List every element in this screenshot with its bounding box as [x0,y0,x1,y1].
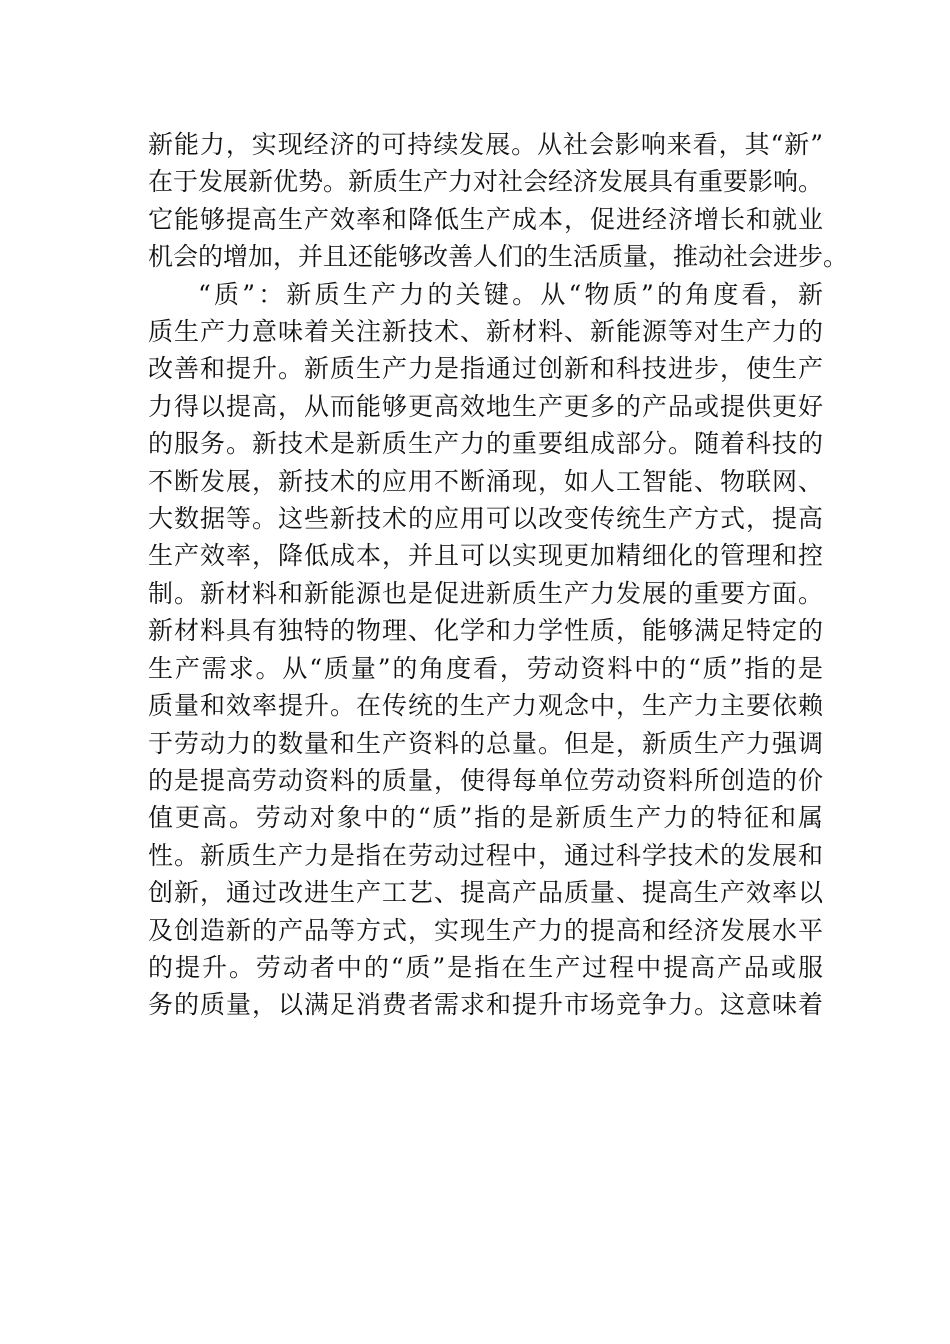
text-line: 的服务。新技术是新质生产力的重要组成部分。随着科技的 [148,429,823,459]
text-line: 的提升。劳动者中的“质”是指在生产过程中提高产品或服 [148,952,823,982]
text-line: 新材料具有独特的物理、化学和力学性质，能够满足特定的 [148,616,823,646]
text-line: 生产效率，降低成本，并且可以实现更加精细化的管理和控 [148,541,823,571]
text-line: 力得以提高，从而能够更高效地生产更多的产品或提供更好 [148,391,823,421]
text-line: 务的质量，以满足消费者需求和提升市场竞争力。这意味着 [148,990,823,1020]
text-line: 创新，通过改进生产工艺、提高产品质量、提高生产效率以 [148,878,823,908]
text-line: 质量和效率提升。在传统的生产力观念中，生产力主要依赖 [148,691,823,721]
text-line: 的是提高劳动资料的质量，使得每单位劳动资料所创造的价 [148,765,823,795]
text-line: 值更高。劳动对象中的“质”指的是新质生产力的特征和属 [148,803,823,833]
text-line: 大数据等。这些新技术的应用可以改变传统生产方式，提高 [148,504,823,534]
text-line: 制。新材料和新能源也是促进新质生产力发展的重要方面。 [148,578,823,608]
text-line: 不断发展，新技术的应用不断涌现，如人工智能、物联网、 [148,466,823,496]
paragraph-start-line: “质”：新质生产力的关键。从“物质”的角度看，新 [198,279,823,309]
text-line: 及创造新的产品等方式，实现生产力的提高和经济发展水平 [148,915,823,945]
text-line: 在于发展新优势。新质生产力对社会经济发展具有重要影响。 [148,167,824,197]
text-line: 新能力，实现经济的可持续发展。从社会影响来看，其“新” [148,130,823,159]
text-line: 于劳动力的数量和生产资料的总量。但是，新质生产力强调 [148,728,823,758]
text-line: 生产需求。从“质量”的角度看，劳动资料中的“质”指的是 [148,653,823,683]
body-text [148,126,849,1024]
text-line: 它能够提高生产效率和降低生产成本，促进经济增长和就业 [148,204,823,234]
text-line: 性。新质生产力是指在劳动过程中，通过科学技术的发展和 [148,840,823,870]
text-line: 改善和提升。新质生产力是指通过创新和科技进步，使生产 [148,354,823,384]
text-line: 质生产力意味着关注新技术、新材料、新能源等对生产力的 [148,317,823,347]
paragraph-end-line: 机会的增加，并且还能够改善人们的生活质量，推动社会进步。 [148,242,849,272]
